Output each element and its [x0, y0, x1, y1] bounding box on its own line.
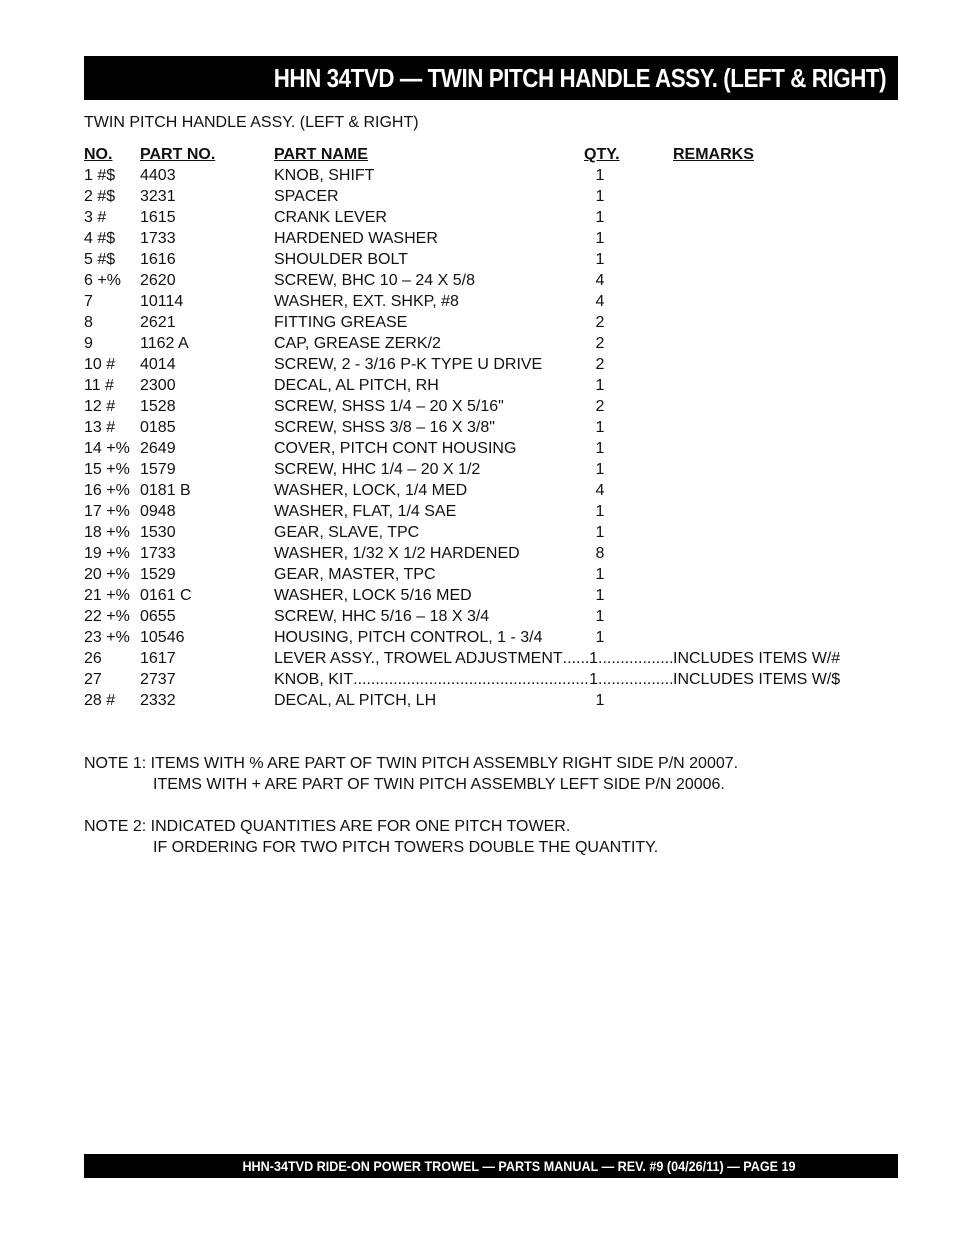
note-1	[84, 753, 738, 795]
table-row	[84, 627, 898, 648]
cell-no: 23 +%	[84, 629, 130, 646]
column-header-remarks: REMARKS	[673, 146, 754, 163]
table-row	[84, 228, 898, 249]
cell-part-name: SCREW, HHC 5/16 – 18 X 3/4	[274, 608, 490, 625]
table-row	[84, 438, 898, 459]
cell-part-no: 0185	[140, 419, 176, 436]
cell-part-name: WASHER, LOCK, 1/4 MED	[274, 482, 468, 499]
cell-part-no: 1733	[140, 230, 176, 247]
leader-line	[274, 669, 673, 690]
column-header-no: NO.	[84, 146, 113, 163]
cell-part-no: 10114	[140, 293, 184, 310]
cell-no: 17 +%	[84, 503, 130, 520]
table-row	[84, 165, 898, 186]
cell-part-name: GEAR, SLAVE, TPC	[274, 524, 420, 541]
cell-part-name: WASHER, 1/32 X 1/2 HARDENED	[274, 545, 520, 562]
cell-part-no: 2332	[140, 692, 176, 709]
cell-no: 1 #$	[84, 167, 116, 184]
cell-part-no: 1615	[140, 209, 176, 226]
cell-part-no: 2620	[140, 272, 176, 289]
leader-line	[274, 648, 673, 669]
table-row	[84, 270, 898, 291]
cell-no: 28 #	[84, 692, 116, 709]
cell-qty: 4	[595, 293, 605, 310]
cell-part-no: 1579	[140, 461, 176, 478]
cell-part-name: LEVER ASSY., TROWEL ADJUSTMENT	[274, 650, 563, 667]
cell-qty: 1	[595, 692, 605, 709]
table-row	[84, 690, 898, 711]
cell-no: 27	[84, 671, 102, 688]
cell-part-no: 4014	[140, 356, 176, 373]
cell-no: 3 #	[84, 209, 107, 226]
table-row	[84, 501, 898, 522]
cell-qty: 1	[595, 566, 605, 583]
cell-qty: 2	[595, 314, 605, 331]
note-2-line-1: NOTE 2: INDICATED QUANTITIES ARE FOR ONE PITCH TOWER.	[84, 818, 571, 835]
note-1-line-1: NOTE 1: ITEMS WITH % ARE PART OF TWIN PITCH ASSEMBLY RIGHT SIDE P/N 20007.	[84, 755, 739, 772]
table-row	[84, 564, 898, 585]
table-row	[84, 417, 898, 438]
table-row	[84, 186, 898, 207]
cell-qty: 1	[595, 503, 605, 520]
notes-section	[84, 753, 738, 879]
cell-part-no: 1162 A	[140, 335, 189, 352]
note-2	[84, 816, 738, 858]
cell-no: 15 +%	[84, 461, 130, 478]
table-row	[84, 648, 898, 669]
cell-qty: 1	[595, 188, 605, 205]
cell-qty: 1	[595, 251, 605, 268]
cell-part-name: HOUSING, PITCH CONTROL, 1 - 3/4	[274, 629, 543, 646]
cell-qty: 1	[595, 230, 605, 247]
parts-table	[84, 144, 898, 711]
table-row	[84, 333, 898, 354]
cell-part-name: KNOB, SHIFT	[274, 167, 375, 184]
cell-qty: 1	[595, 419, 605, 436]
cell-qty: 1	[595, 629, 605, 646]
cell-part-name: KNOB, KIT	[274, 671, 354, 688]
table-row	[84, 312, 898, 333]
cell-part-name: WASHER, FLAT, 1/4 SAE	[274, 503, 457, 520]
cell-part-no: 1528	[140, 398, 176, 415]
table-row	[84, 249, 898, 270]
table-row	[84, 522, 898, 543]
cell-part-no: 2300	[140, 377, 176, 394]
cell-part-no: 2737	[140, 671, 176, 688]
cell-no: 9	[84, 335, 93, 352]
cell-part-name: GEAR, MASTER, TPC	[274, 566, 436, 583]
cell-part-name: SCREW, BHC 10 – 24 X 5/8	[274, 272, 475, 289]
cell-part-name: SHOULDER BOLT	[274, 251, 408, 268]
column-header-part-no: PART NO.	[140, 146, 216, 163]
cell-no: 12 #	[84, 398, 116, 415]
cell-no: 10 #	[84, 356, 116, 373]
cell-part-no: 0948	[140, 503, 176, 520]
cell-part-no: 3231	[140, 188, 176, 205]
cell-qty: 2	[595, 356, 605, 373]
table-row	[84, 396, 898, 417]
cell-qty: 1	[595, 377, 605, 394]
cell-qty: 2	[595, 398, 605, 415]
table-row	[84, 354, 898, 375]
table-row	[84, 543, 898, 564]
cell-part-name: WASHER, LOCK 5/16 MED	[274, 587, 472, 604]
page-footer: HHN-34TVD RIDE-ON POWER TROWEL — PARTS MANUAL — REV. #9 (04/26/11) — PAGE 19	[242, 1158, 796, 1174]
cell-part-name: DECAL, AL PITCH, RH	[274, 377, 439, 394]
cell-qty: 1	[595, 440, 605, 457]
cell-no: 7	[84, 293, 93, 310]
cell-part-name: HARDENED WASHER	[274, 230, 438, 247]
cell-part-name: COVER, PITCH CONT HOUSING	[274, 440, 517, 457]
cell-qty: 1	[589, 671, 598, 688]
section-subtitle: TWIN PITCH HANDLE ASSY. (LEFT & RIGHT)	[84, 114, 419, 131]
cell-part-name: DECAL, AL PITCH, LH	[274, 692, 437, 709]
dot-leader	[563, 648, 589, 669]
cell-part-no: 1530	[140, 524, 176, 541]
cell-no: 5 #$	[84, 251, 116, 268]
dot-leader	[598, 669, 673, 690]
cell-part-name: SCREW, 2 - 3/16 P-K TYPE U DRIVE	[274, 356, 543, 373]
cell-no: 19 +%	[84, 545, 130, 562]
cell-part-no: 0655	[140, 608, 176, 625]
cell-part-name: CAP, GREASE ZERK/2	[274, 335, 441, 352]
page-title: HHN 34TVD — TWIN PITCH HANDLE ASSY. (LEFT & RIGHT)	[273, 62, 886, 93]
table-row	[84, 585, 898, 606]
cell-no: 13 #	[84, 419, 116, 436]
cell-part-name: WASHER, EXT. SHKP, #8	[274, 293, 459, 310]
cell-part-name: SCREW, SHSS 3/8 – 16 X 3/8"	[274, 419, 495, 436]
parts-table-body	[84, 165, 898, 711]
cell-qty: 8	[595, 545, 605, 562]
cell-part-no: 1616	[140, 251, 176, 268]
cell-no: 6 +%	[84, 272, 121, 289]
cell-no: 16 +%	[84, 482, 130, 499]
cell-no: 20 +%	[84, 566, 130, 583]
page-footer-bar	[84, 1154, 898, 1178]
cell-remarks: INCLUDES ITEMS W/$	[673, 671, 841, 688]
cell-qty: 1	[595, 608, 605, 625]
table-row	[84, 480, 898, 501]
table-row	[84, 207, 898, 228]
page-title-bar	[84, 56, 898, 100]
table-row	[84, 375, 898, 396]
cell-part-no: 2621	[140, 314, 176, 331]
cell-no: 4 #$	[84, 230, 116, 247]
cell-part-name: FITTING GREASE	[274, 314, 408, 331]
cell-part-name: CRANK LEVER	[274, 209, 387, 226]
cell-qty: 1	[595, 461, 605, 478]
column-header-qty: QTY.	[584, 146, 620, 163]
cell-qty: 1	[595, 167, 605, 184]
cell-no: 18 +%	[84, 524, 130, 541]
dot-leader	[353, 669, 589, 690]
cell-remarks: INCLUDES ITEMS W/#	[673, 650, 841, 667]
cell-no: 21 +%	[84, 587, 130, 604]
cell-qty: 1	[589, 650, 598, 667]
cell-part-no: 1617	[140, 650, 176, 667]
cell-part-name: SCREW, SHSS 1/4 – 20 X 5/16"	[274, 398, 504, 415]
cell-qty: 1	[595, 209, 605, 226]
table-row	[84, 606, 898, 627]
cell-no: 2 #$	[84, 188, 116, 205]
cell-part-no: 1529	[140, 566, 176, 583]
cell-part-no: 1733	[140, 545, 176, 562]
cell-no: 22 +%	[84, 608, 130, 625]
dot-leader	[598, 648, 673, 669]
cell-part-no: 0181 B	[140, 482, 191, 499]
table-row	[84, 291, 898, 312]
table-row	[84, 459, 898, 480]
cell-part-no: 10546	[140, 629, 185, 646]
cell-no: 11 #	[84, 377, 114, 394]
cell-no: 26	[84, 650, 102, 667]
cell-no: 14 +%	[84, 440, 130, 457]
cell-part-no: 0161 C	[140, 587, 192, 604]
parts-table-header	[84, 144, 898, 165]
cell-qty: 1	[595, 587, 605, 604]
table-row	[84, 669, 898, 690]
cell-part-name: SCREW, HHC 1/4 – 20 X 1/2	[274, 461, 481, 478]
column-header-part-name: PART NAME	[274, 146, 368, 163]
cell-qty: 4	[595, 272, 605, 289]
note-1-line-2: ITEMS WITH + ARE PART OF TWIN PITCH ASSEMBLY LEFT SIDE P/N 20006.	[153, 776, 725, 793]
cell-no: 8	[84, 314, 93, 331]
note-2-line-2: IF ORDERING FOR TWO PITCH TOWERS DOUBLE THE QUANTITY.	[153, 839, 659, 856]
cell-part-no: 4403	[140, 167, 176, 184]
cell-qty: 4	[595, 482, 605, 499]
cell-qty: 1	[595, 524, 605, 541]
cell-part-name: SPACER	[274, 188, 339, 205]
cell-qty: 2	[595, 335, 605, 352]
cell-part-no: 2649	[140, 440, 176, 457]
